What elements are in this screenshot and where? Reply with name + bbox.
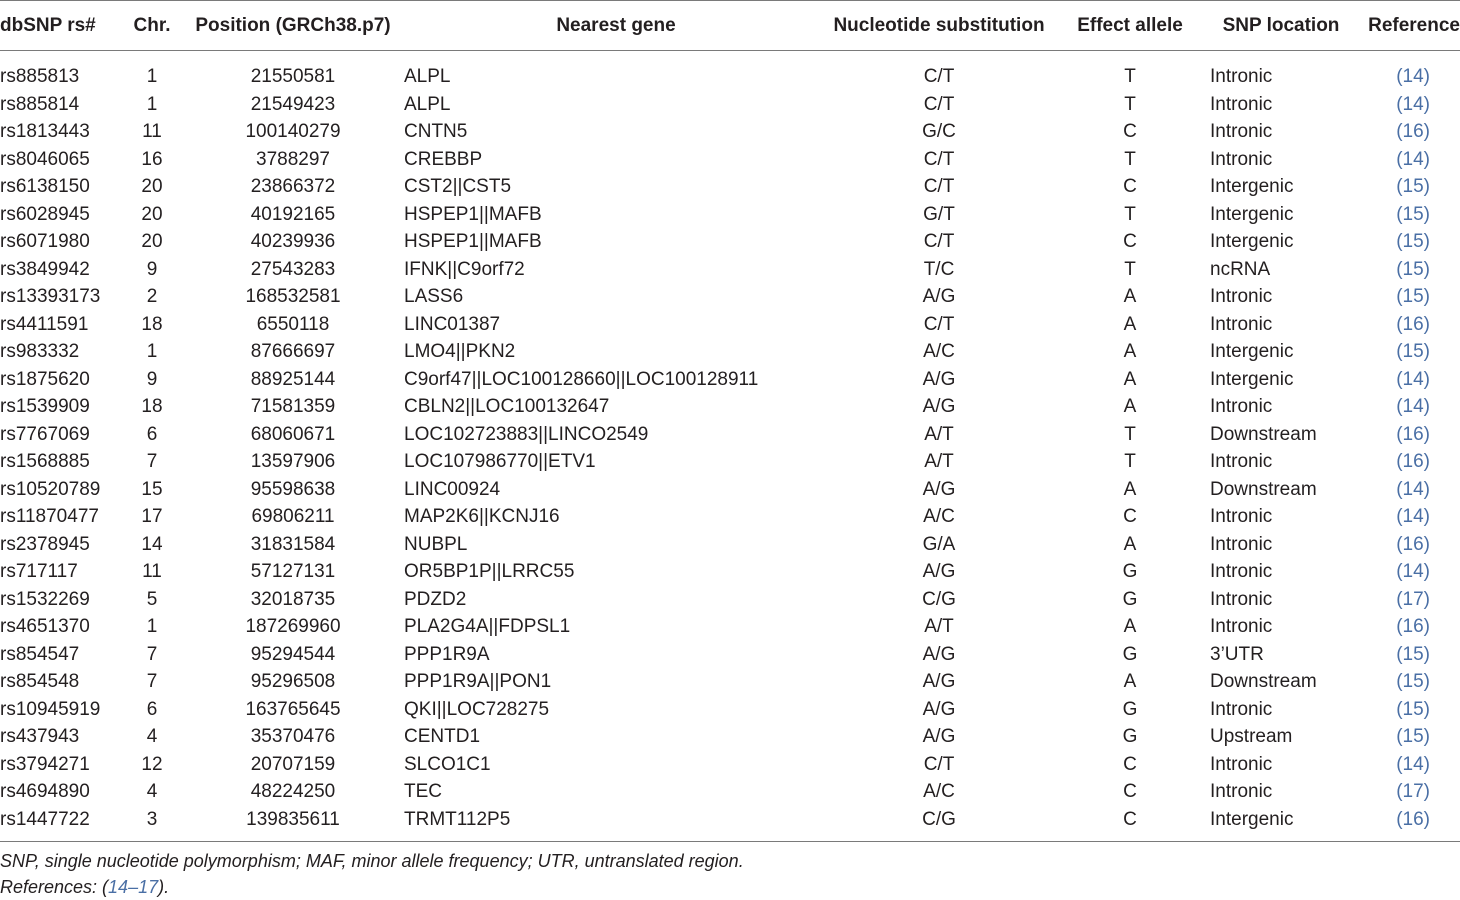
- cell-nearest-gene: CNTN5: [404, 121, 468, 142]
- table-row: [0, 91, 1460, 119]
- cell-snp-location: Intronic: [1210, 66, 1273, 87]
- footnote-abbreviations: SNP, single nucleotide polymorphism; MAF, minor allele frequency; UTR, untranslated region.: [0, 851, 744, 871]
- cell-chromosome: 15: [141, 478, 163, 500]
- cell-nearest-gene: LMO4||PKN2: [404, 341, 516, 362]
- cell-chromosome: 1: [146, 93, 158, 115]
- cell-effect-allele: T: [1124, 423, 1136, 445]
- cell-nearest-gene: PPP1R9A: [404, 643, 490, 665]
- cell-snp-location: Downstream: [1210, 423, 1317, 445]
- cell-snp-location: Intronic: [1210, 616, 1273, 637]
- cell-snp-location: Intronic: [1210, 313, 1273, 335]
- cell-chromosome: 1: [146, 341, 158, 362]
- cell-nearest-gene: SLCO1C1: [404, 753, 491, 775]
- cell-effect-allele: T: [1124, 93, 1136, 115]
- cell-nucleotide-substitution: A/G: [922, 561, 956, 582]
- cell-nearest-gene: CST2||CST5: [404, 176, 512, 197]
- table-row: [0, 51, 1460, 91]
- cell-snp-location: Intronic: [1210, 561, 1273, 582]
- cell-snp-location: 3’UTR: [1210, 643, 1264, 665]
- cell-effect-allele: T: [1124, 451, 1136, 472]
- cell-snp-location: Intergenic: [1210, 368, 1294, 390]
- cell-reference: [1352, 806, 1460, 842]
- reference-link[interactable]: (16): [1396, 423, 1430, 445]
- cell-nearest-gene: LASS6: [404, 286, 464, 307]
- cell-snp-id: rs8046065: [0, 148, 90, 170]
- cell-effect-allele: A: [1123, 341, 1137, 362]
- cell-nucleotide-substitution: A/T: [924, 423, 954, 445]
- cell-effect-allele: A: [1123, 396, 1137, 417]
- cell-position: 23866372: [250, 176, 336, 197]
- cell-snp-id: rs1539909: [0, 396, 90, 417]
- reference-link[interactable]: (15): [1396, 258, 1430, 280]
- cell-chromosome: 17: [141, 506, 163, 527]
- reference-link[interactable]: (15): [1396, 286, 1430, 307]
- cell-snp-id: rs1875620: [0, 368, 90, 390]
- cell-reference: [1352, 503, 1460, 531]
- table-row: [0, 338, 1460, 366]
- cell-snp-location: Intergenic: [1210, 806, 1352, 842]
- cell-position: 57127131: [250, 561, 336, 582]
- cell-effect-allele: G: [1122, 726, 1138, 747]
- cell-snp-id: rs1568885: [0, 451, 90, 472]
- cell-nucleotide-substitution: A/C: [923, 341, 955, 362]
- cell-nucleotide-substitution: A/T: [924, 616, 954, 637]
- cell-position: 35370476: [250, 726, 336, 747]
- footnote-references-end: ).: [158, 877, 170, 897]
- cell-snp-location: Downstream: [1210, 671, 1317, 692]
- table-header-row: [0, 1, 1460, 51]
- cell-effect-allele: C: [1123, 176, 1137, 197]
- cell-chromosome: 1: [146, 616, 158, 637]
- footnote-references: [0, 874, 744, 900]
- table-row: [0, 503, 1460, 531]
- cell-chromosome: 9: [146, 258, 158, 280]
- reference-link[interactable]: (14): [1396, 66, 1430, 87]
- cell-nearest-gene: IFNK||C9orf72: [404, 258, 525, 280]
- cell-reference: [1352, 338, 1460, 366]
- cell-effect-allele: T: [1124, 258, 1136, 280]
- cell-nucleotide-substitution: G/A: [922, 533, 956, 555]
- cell-snp-location: Intergenic: [1210, 203, 1294, 225]
- cell-nearest-gene: HSPEP1||MAFB: [404, 203, 542, 225]
- table-row: [0, 723, 1460, 751]
- header-effect-allele: Effect allele: [1050, 1, 1210, 51]
- cell-chromosome: 7: [146, 643, 158, 665]
- cell-effect-allele: C: [1123, 781, 1137, 802]
- cell-nearest-gene: PDZD2: [404, 588, 467, 610]
- table-row: [0, 366, 1460, 394]
- cell-position: 139835611: [182, 806, 404, 842]
- table-row: [0, 531, 1460, 559]
- cell-reference: [1352, 118, 1460, 146]
- cell-snp-location: Intronic: [1210, 121, 1273, 142]
- cell-nearest-gene: CBLN2||LOC100132647: [404, 396, 610, 417]
- table-row: [0, 283, 1460, 311]
- cell-reference: [1352, 751, 1460, 779]
- header-snp-location: SNP location: [1210, 1, 1352, 51]
- cell-effect-allele: A: [1123, 313, 1137, 335]
- cell-snp-id: rs6028945: [0, 203, 90, 225]
- table-row: [0, 558, 1460, 586]
- cell-nucleotide-substitution: A/G: [922, 286, 956, 307]
- table-row: [0, 668, 1460, 696]
- cell-reference: [1352, 668, 1460, 696]
- cell-snp-id: rs6138150: [0, 176, 90, 197]
- cell-effect-allele: G: [1122, 643, 1138, 665]
- cell-snp-location: Intergenic: [1210, 341, 1294, 362]
- cell-snp-location: Intronic: [1210, 781, 1273, 802]
- cell-snp-id: rs437943: [0, 726, 80, 747]
- cell-nucleotide-substitution: A/T: [924, 451, 954, 472]
- cell-position: 163765645: [245, 698, 341, 720]
- cell-nucleotide-substitution: C/T: [923, 176, 955, 197]
- cell-snp-id: rs1532269: [0, 588, 90, 610]
- table-row: [0, 228, 1460, 256]
- cell-nucleotide-substitution: A/C: [923, 781, 955, 802]
- reference-link[interactable]: (15): [1396, 203, 1430, 225]
- cell-effect-allele: T: [1124, 66, 1136, 87]
- cell-snp-location: Intronic: [1210, 451, 1273, 472]
- reference-link[interactable]: (15): [1396, 643, 1430, 665]
- cell-chromosome: 18: [141, 396, 163, 417]
- cell-snp-location: Intronic: [1210, 698, 1273, 720]
- cell-snp-location: Intronic: [1210, 148, 1273, 170]
- cell-nearest-gene: CREBBP: [404, 148, 483, 170]
- cell-snp-id: rs11870477: [0, 506, 99, 527]
- cell-position: 3788297: [256, 148, 330, 170]
- cell-snp-id: rs10945919: [0, 698, 101, 720]
- cell-nearest-gene: QKI||LOC728275: [404, 698, 550, 720]
- cell-snp-id: rs3849942: [0, 258, 90, 280]
- cell-effect-allele: C: [1123, 231, 1137, 252]
- cell-effect-allele: G: [1122, 588, 1138, 610]
- cell-position: 87666697: [250, 341, 336, 362]
- cell-position: 168532581: [245, 286, 341, 307]
- cell-position: 69806211: [251, 506, 335, 527]
- cell-effect-allele: A: [1123, 616, 1137, 637]
- cell-nearest-gene: PLA2G4A||FDPSL1: [404, 616, 571, 637]
- cell-reference: [1352, 586, 1460, 614]
- cell-effect-allele: C: [1123, 121, 1137, 142]
- cell-chromosome: 18: [141, 313, 163, 335]
- cell-nucleotide-substitution: A/C: [923, 506, 955, 527]
- cell-chromosome: 5: [146, 588, 158, 610]
- cell-snp-location: Upstream: [1210, 726, 1293, 747]
- reference-link[interactable]: (16): [1396, 451, 1430, 472]
- cell-position: 21549423: [250, 93, 336, 115]
- table-footnotes: [0, 848, 744, 900]
- cell-reference: [1352, 641, 1460, 669]
- reference-link[interactable]: (14): [1396, 753, 1430, 775]
- cell-snp-id: rs717117: [0, 561, 78, 582]
- cell-nucleotide-substitution: C/T: [923, 93, 955, 115]
- cell-nearest-gene: ALPL: [404, 66, 451, 87]
- cell-chromosome: 20: [141, 203, 163, 225]
- table-row: [0, 256, 1460, 284]
- cell-chromosome: 4: [146, 781, 158, 802]
- reference-link[interactable]: (17): [1396, 781, 1430, 802]
- cell-reference: [1352, 723, 1460, 751]
- cell-chromosome: 1: [146, 66, 158, 87]
- cell-nearest-gene: ALPL: [404, 93, 451, 115]
- cell-nucleotide-substitution: C/T: [923, 231, 955, 252]
- cell-position: 48224250: [250, 781, 336, 802]
- cell-position: 21550581: [250, 66, 336, 87]
- table-row: [0, 118, 1460, 146]
- cell-reference: [1352, 778, 1460, 806]
- cell-reference: [1352, 256, 1460, 284]
- cell-chromosome: 2: [146, 286, 158, 307]
- cell-chromosome: 7: [146, 671, 158, 692]
- reference-link[interactable]: (15): [1396, 726, 1430, 747]
- cell-position: 40239936: [250, 231, 336, 252]
- cell-nucleotide-substitution: A/G: [922, 726, 956, 747]
- cell-chromosome: 20: [141, 176, 163, 197]
- cell-nucleotide-substitution: A/G: [922, 671, 956, 692]
- cell-reference: [1352, 173, 1460, 201]
- cell-nucleotide-substitution: C/G: [922, 588, 956, 610]
- cell-chromosome: 7: [146, 451, 158, 472]
- cell-snp-id: rs885813: [0, 66, 80, 87]
- header-nucleotide: Nucleotide substitution: [828, 1, 1050, 51]
- reference-link[interactable]: (14): [1396, 148, 1430, 170]
- cell-position: 31831584: [250, 533, 336, 555]
- cell-chromosome: 4: [146, 726, 158, 747]
- cell-nucleotide-substitution: T/C: [923, 258, 955, 280]
- table-row: [0, 448, 1460, 476]
- table-row: [0, 201, 1460, 229]
- footnote-references-link[interactable]: 14–17: [108, 877, 159, 897]
- cell-snp-id: rs4411591: [0, 313, 89, 335]
- cell-nearest-gene: TEC: [404, 781, 442, 802]
- table-row: [0, 696, 1460, 724]
- cell-nucleotide-substitution: G/C: [922, 121, 956, 142]
- header-gene: Nearest gene: [404, 1, 828, 51]
- cell-effect-allele: C: [1050, 806, 1210, 842]
- cell-reference: [1352, 146, 1460, 174]
- cell-chromosome: 6: [146, 423, 158, 445]
- cell-snp-location: Intronic: [1210, 286, 1273, 307]
- cell-snp-id: rs1447722: [0, 806, 122, 842]
- cell-chromosome: 11: [142, 561, 162, 582]
- reference-link[interactable]: (16): [1396, 616, 1430, 637]
- cell-reference: [1352, 613, 1460, 641]
- cell-position: 40192165: [250, 203, 336, 225]
- header-reference: Reference: [1352, 1, 1460, 51]
- cell-nearest-gene: HSPEP1||MAFB: [404, 231, 542, 252]
- cell-snp-id: rs854548: [0, 671, 80, 692]
- cell-reference: [1352, 531, 1460, 559]
- cell-reference: [1352, 476, 1460, 504]
- table-row: [0, 641, 1460, 669]
- cell-nucleotide-substitution: A/G: [922, 698, 956, 720]
- cell-nearest-gene: MAP2K6||KCNJ16: [404, 506, 560, 527]
- cell-nearest-gene: CENTD1: [404, 726, 481, 747]
- cell-reference: [1352, 91, 1460, 119]
- cell-chromosome: 14: [141, 533, 163, 555]
- cell-snp-id: rs4694890: [0, 781, 90, 802]
- cell-effect-allele: C: [1123, 753, 1137, 775]
- cell-effect-allele: A: [1123, 368, 1137, 390]
- reference-link[interactable]: (14): [1396, 506, 1430, 527]
- cell-chromosome: 16: [141, 148, 163, 170]
- cell-effect-allele: A: [1123, 286, 1137, 307]
- cell-position: 6550118: [256, 313, 330, 335]
- cell-nucleotide-substitution: C/G: [828, 806, 1050, 842]
- cell-reference: [1352, 393, 1460, 421]
- cell-snp-location: Intergenic: [1210, 176, 1294, 197]
- cell-position: 27543283: [250, 258, 336, 280]
- reference-link[interactable]: (14): [1396, 561, 1430, 582]
- cell-snp-id: rs983332: [0, 341, 80, 362]
- cell-snp-id: rs10520789: [0, 478, 101, 500]
- cell-snp-location: Intronic: [1210, 753, 1273, 775]
- cell-nucleotide-substitution: A/G: [922, 396, 956, 417]
- cell-position: 95294544: [250, 643, 336, 665]
- cell-nearest-gene: NUBPL: [404, 533, 468, 555]
- cell-snp-location: ncRNA: [1210, 258, 1271, 280]
- cell-effect-allele: G: [1122, 561, 1138, 582]
- table-row: [0, 751, 1460, 779]
- cell-snp-id: rs6071980: [0, 231, 90, 252]
- cell-snp-location: Intergenic: [1210, 231, 1294, 252]
- table-row: [0, 476, 1460, 504]
- cell-position: 95296508: [250, 671, 336, 692]
- cell-nearest-gene: PPP1R9A||PON1: [404, 671, 552, 692]
- cell-nucleotide-substitution: A/G: [922, 643, 956, 665]
- cell-snp-location: Intronic: [1210, 93, 1273, 115]
- table-row: [0, 311, 1460, 339]
- cell-effect-allele: A: [1123, 478, 1137, 500]
- table-body: [0, 51, 1460, 842]
- cell-snp-location: Intronic: [1210, 533, 1273, 555]
- cell-effect-allele: A: [1123, 671, 1137, 692]
- table-row: [0, 806, 1460, 842]
- cell-chromosome: 6: [146, 698, 158, 720]
- cell-reference: [1352, 366, 1460, 394]
- cell-nucleotide-substitution: C/T: [923, 313, 955, 335]
- table-row: [0, 586, 1460, 614]
- cell-effect-allele: G: [1122, 698, 1138, 720]
- reference-link[interactable]: (16): [1396, 808, 1430, 830]
- cell-snp-id: rs13393173: [0, 286, 101, 307]
- reference-link[interactable]: (14): [1396, 368, 1430, 390]
- table-row: [0, 613, 1460, 641]
- cell-position: 95598638: [250, 478, 336, 500]
- cell-position: 71581359: [250, 396, 336, 417]
- reference-link[interactable]: (15): [1396, 671, 1430, 692]
- reference-link[interactable]: (16): [1396, 313, 1430, 335]
- cell-reference: [1352, 51, 1460, 91]
- reference-link[interactable]: (15): [1396, 698, 1430, 720]
- cell-nucleotide-substitution: A/G: [922, 368, 956, 390]
- cell-chromosome: 12: [141, 753, 163, 775]
- cell-nearest-gene: C9orf47||LOC100128660||LOC100128911: [404, 368, 759, 390]
- cell-effect-allele: C: [1123, 506, 1137, 527]
- header-snp: dbSNP rs#: [0, 1, 122, 51]
- cell-chromosome: 9: [146, 368, 158, 390]
- cell-position: 88925144: [250, 368, 336, 390]
- cell-nucleotide-substitution: C/T: [923, 753, 955, 775]
- cell-chromosome: 3: [122, 806, 182, 842]
- cell-effect-allele: T: [1124, 203, 1136, 225]
- cell-nucleotide-substitution: C/T: [923, 66, 955, 87]
- cell-nucleotide-substitution: G/T: [923, 203, 955, 225]
- cell-effect-allele: A: [1123, 533, 1137, 555]
- reference-link[interactable]: (15): [1396, 341, 1430, 362]
- reference-link[interactable]: (17): [1396, 588, 1430, 610]
- cell-chromosome: 11: [142, 121, 162, 142]
- cell-snp-id: rs854547: [0, 643, 80, 665]
- reference-link[interactable]: (15): [1396, 231, 1430, 252]
- cell-nearest-gene: OR5BP1P||LRRC55: [404, 561, 575, 582]
- cell-reference: [1352, 228, 1460, 256]
- cell-nucleotide-substitution: A/G: [922, 478, 956, 500]
- cell-snp-id: rs885814: [0, 93, 80, 115]
- cell-reference: [1352, 421, 1460, 449]
- cell-snp-location: Downstream: [1210, 478, 1317, 500]
- cell-snp-id: rs3794271: [0, 753, 90, 775]
- cell-reference: [1352, 558, 1460, 586]
- cell-nearest-gene: TRMT112P5: [404, 806, 828, 842]
- header-position: Position (GRCh38.p7): [182, 1, 404, 51]
- cell-snp-id: rs4651370: [0, 616, 90, 637]
- cell-nearest-gene: LINC00924: [404, 478, 501, 500]
- reference-link[interactable]: (16): [1396, 533, 1430, 555]
- cell-position: 68060671: [250, 423, 336, 445]
- reference-link[interactable]: (15): [1396, 176, 1430, 197]
- table-row: [0, 778, 1460, 806]
- cell-reference: [1352, 696, 1460, 724]
- table-row: [0, 393, 1460, 421]
- cell-snp-id: rs7767069: [0, 423, 90, 445]
- cell-position: 32018735: [250, 588, 336, 610]
- cell-position: 20707159: [250, 753, 336, 775]
- footnote-references-label: References: (: [0, 877, 109, 897]
- table-row: [0, 173, 1460, 201]
- cell-nearest-gene: LOC102723883||LINCO2549: [404, 423, 649, 445]
- cell-effect-allele: T: [1124, 148, 1136, 170]
- cell-chromosome: 20: [141, 231, 163, 252]
- cell-position: 187269960: [245, 616, 341, 637]
- reference-link[interactable]: (14): [1396, 93, 1430, 115]
- cell-position: 100140279: [245, 121, 341, 142]
- cell-reference: [1352, 283, 1460, 311]
- cell-nearest-gene: LINC01387: [404, 313, 501, 335]
- cell-position: 13597906: [250, 451, 336, 472]
- cell-snp-location: Intronic: [1210, 588, 1273, 610]
- cell-reference: [1352, 448, 1460, 476]
- reference-link[interactable]: (16): [1396, 121, 1430, 142]
- cell-snp-location: Intronic: [1210, 396, 1273, 417]
- cell-snp-id: rs2378945: [0, 533, 90, 555]
- cell-reference: [1352, 311, 1460, 339]
- cell-nearest-gene: LOC107986770||ETV1: [404, 451, 596, 472]
- reference-link[interactable]: (14): [1396, 396, 1430, 417]
- cell-reference: [1352, 201, 1460, 229]
- reference-link[interactable]: (14): [1396, 478, 1430, 500]
- header-chr: Chr.: [122, 1, 182, 51]
- cell-nucleotide-substitution: C/T: [923, 148, 955, 170]
- cell-snp-location: Intronic: [1210, 506, 1273, 527]
- cell-snp-id: rs1813443: [0, 121, 90, 142]
- table-row: [0, 421, 1460, 449]
- table-row: [0, 146, 1460, 174]
